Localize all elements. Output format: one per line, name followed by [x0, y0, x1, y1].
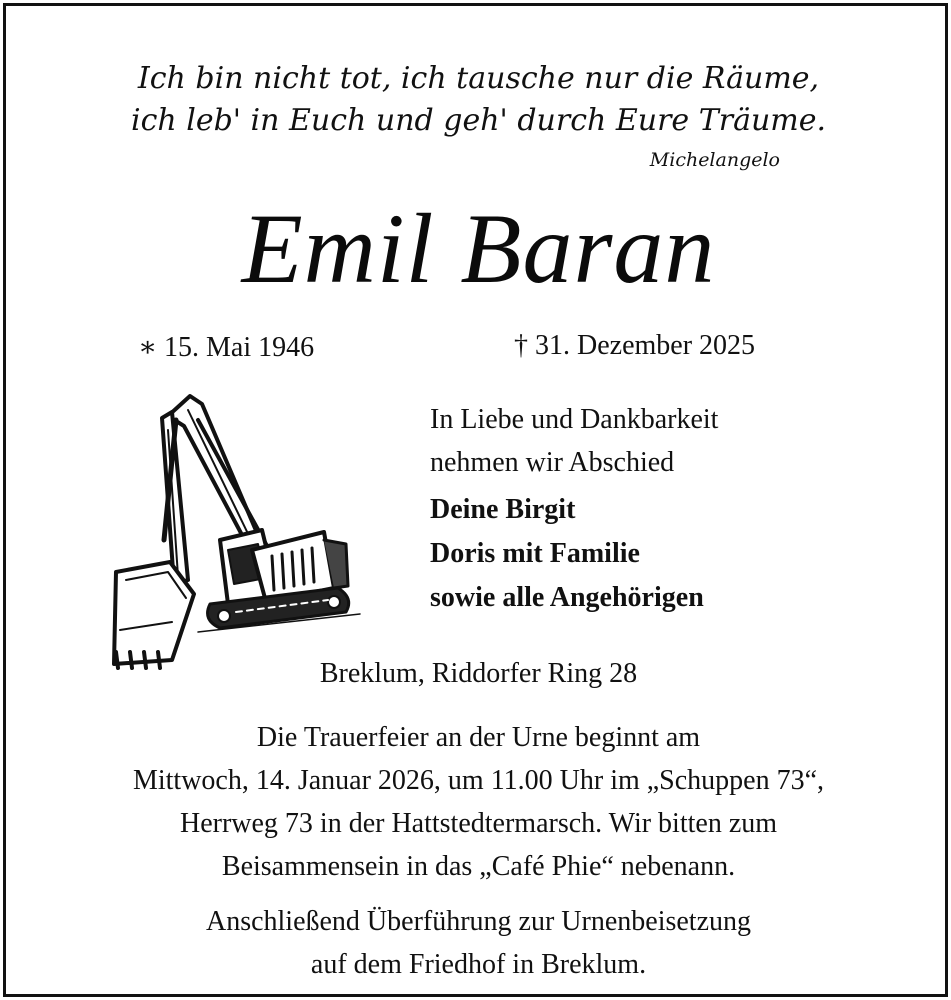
address: Breklum, Riddorfer Ring 28	[319, 658, 638, 689]
farewell-line-2: nehmen wir Abschied	[430, 447, 675, 478]
birth-date: ∗ 15. Mai 1946	[138, 332, 315, 363]
farewell-line-1: In Liebe und Dankbarkeit	[430, 404, 719, 435]
ceremony-line-3: Herrweg 73 in der Hattstedtermarsch. Wir bitten zum	[179, 808, 778, 839]
burial-line-1: Anschließend Überführung zur Urnenbeisetzung	[205, 906, 752, 937]
quote-line-2: ich leb' in Euch und geh' durch Eure Träume.	[130, 103, 827, 138]
ceremony-line-2: Mittwoch, 14. Januar 2026, um 11.00 Uhr im „Schuppen 73“,	[132, 765, 825, 796]
ceremony-line-4: Beisammensein in das „Café Phie“ nebenann.	[221, 851, 736, 882]
death-date: † 31. Dezember 2025	[514, 330, 756, 361]
mourner-2: Doris mit Familie	[430, 538, 640, 569]
excavator-icon	[102, 390, 364, 670]
deceased-name: Emil Baran	[241, 193, 716, 304]
mourner-1: Deine Birgit	[430, 494, 576, 525]
ceremony-line-1: Die Trauerfeier an der Urne beginnt am	[256, 722, 701, 753]
obituary-notice	[3, 3, 948, 997]
mourner-3: sowie alle Angehörigen	[430, 582, 704, 613]
burial-line-2: auf dem Friedhof in Breklum.	[310, 949, 647, 980]
quote-line-1: Ich bin nicht tot, ich tausche nur die Räume,	[137, 61, 820, 96]
quote-author: Michelangelo	[649, 149, 780, 171]
